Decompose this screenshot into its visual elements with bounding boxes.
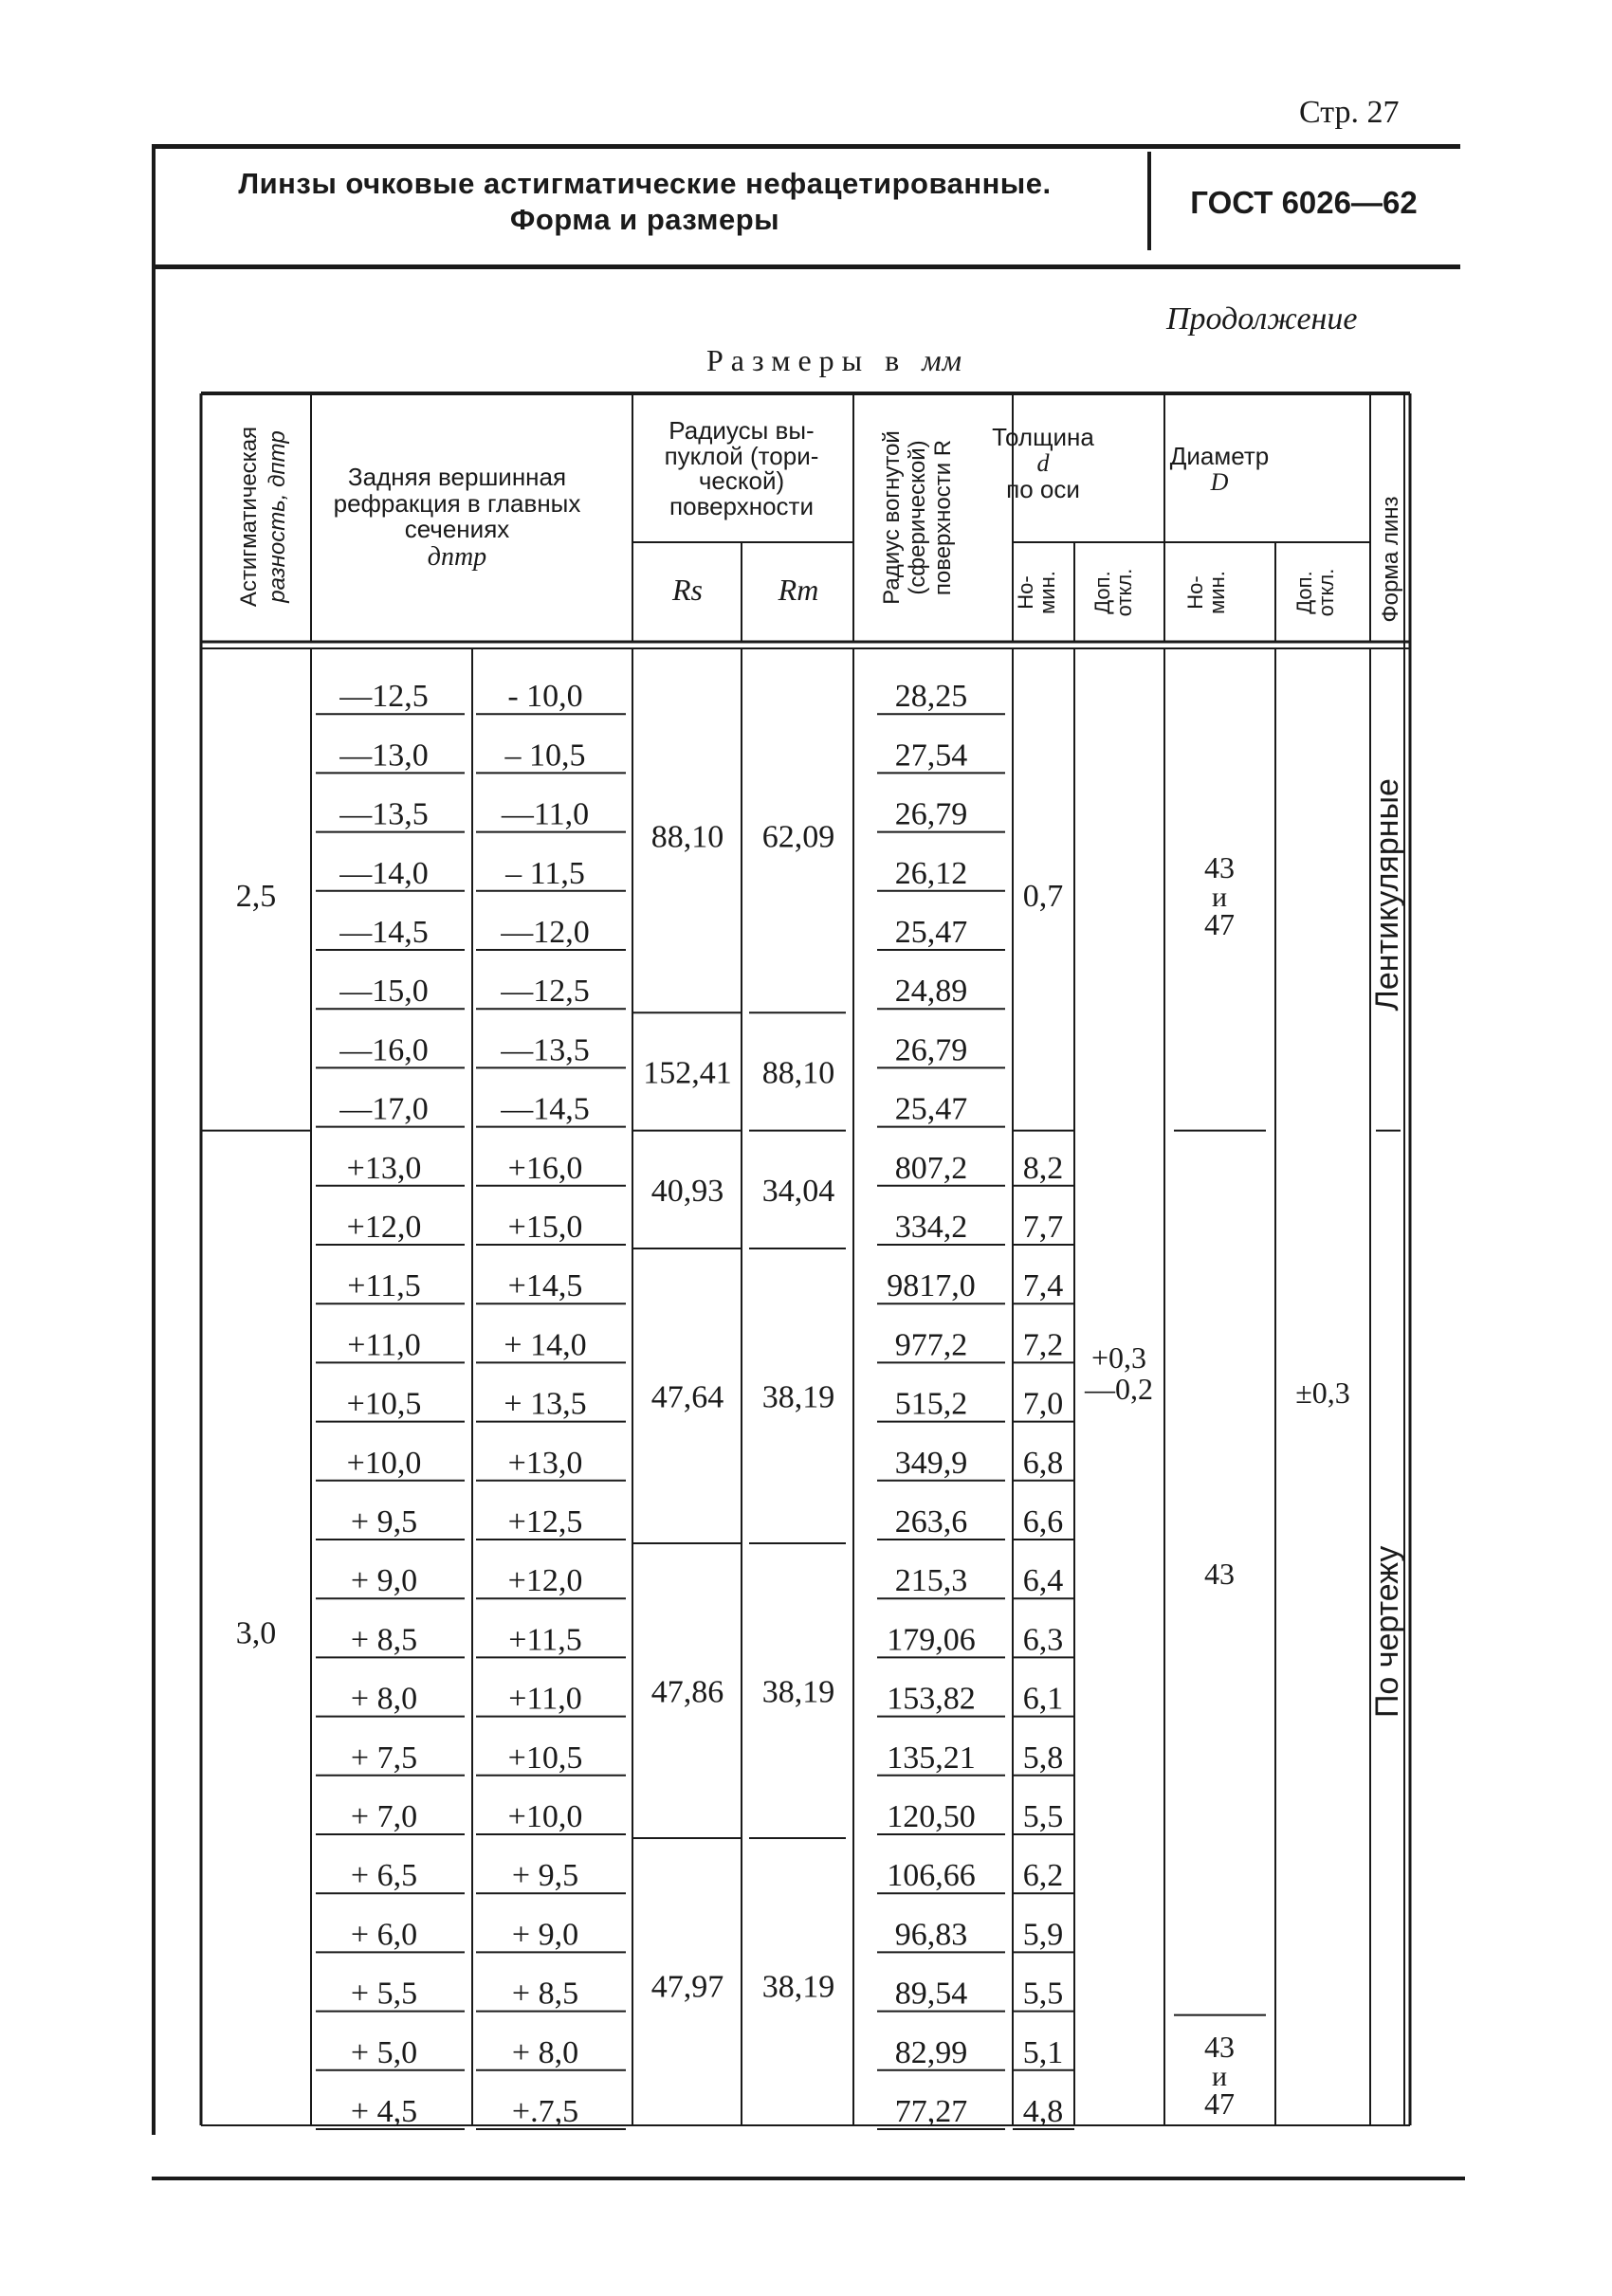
page-number: Стр. 27 [1299,95,1400,130]
thickness-tolerance: —0,2 [1085,1372,1153,1406]
concave-radius: 77,27 [894,2094,968,2129]
col-header-thickness: d [1036,449,1050,477]
astigmatic-difference: 2,5 [235,878,277,914]
refraction-section-2: +16,0 [507,1150,583,1186]
astigmatic-difference: 3,0 [235,1615,277,1651]
col-header-refraction: рефракция в главных [333,489,581,518]
diameter-tolerance: ±0,3 [1295,1376,1350,1410]
thickness-nominal: 7,7 [1022,1210,1064,1245]
refraction-section-2: + 13,5 [504,1386,587,1422]
convex-radius-rm: 34,04 [761,1173,835,1209]
thickness-nominal: 0,7 [1022,878,1064,914]
col-header-radii: ческой) [698,466,785,495]
thickness-nominal: 5,9 [1022,1917,1064,1953]
col-header-radii: поверхности [669,492,814,520]
refraction-section-1: —16,0 [339,1032,429,1068]
col-header-radii: Радиусы вы- [669,416,815,445]
convex-radius-rs: 47,64 [650,1379,724,1415]
col-header-tolerance: откл. [1112,568,1136,617]
refraction-section-1: +12,0 [346,1210,422,1245]
refraction-section-2: —13,5 [501,1032,590,1068]
concave-radius: 25,47 [894,915,968,950]
refraction-section-1: +10,0 [346,1445,422,1481]
concave-radius: 24,89 [894,974,968,1010]
refraction-section-2: —12,5 [501,974,590,1010]
concave-radius: 25,47 [894,1091,968,1127]
concave-radius: 89,54 [894,1976,968,2012]
concave-radius: 807,2 [894,1150,968,1186]
refraction-section-2: + 8,0 [511,2034,579,2070]
concave-radius: 26,12 [894,855,968,891]
refraction-section-2: +15,0 [507,1210,583,1245]
thickness-nominal: 6,8 [1022,1445,1064,1481]
thickness-nominal: 6,4 [1022,1563,1064,1599]
thickness-nominal: 7,4 [1022,1268,1064,1304]
convex-radius-rs: 40,93 [650,1173,724,1209]
refraction-section-2: + 9,0 [511,1917,579,1953]
refraction-section-1: —12,5 [339,679,429,715]
thickness-nominal: 6,1 [1022,1681,1064,1717]
refraction-section-1: + 5,5 [350,1976,418,2012]
concave-radius: 26,79 [894,1032,968,1068]
refraction-section-2: +11,5 [508,1622,582,1658]
diameter-nominal: 43 [1204,1557,1235,1592]
refraction-section-1: —14,0 [339,855,429,891]
units-prefix: Размеры в [706,343,907,377]
refraction-section-1: + 6,0 [350,1917,418,1953]
concave-radius: 334,2 [894,1210,968,1245]
refraction-section-2: +14,5 [507,1268,583,1304]
refraction-section-1: —14,5 [339,915,429,950]
col-header-rm: Rm [778,573,819,607]
thickness-nominal: 7,0 [1022,1386,1064,1422]
thickness-nominal: 5,5 [1022,1799,1064,1834]
thickness-nominal: 4,8 [1022,2094,1064,2129]
refraction-section-2: +10,5 [507,1740,583,1776]
refraction-section-2: +10,0 [507,1799,583,1834]
concave-radius: 28,25 [894,679,968,715]
refraction-section-1: +11,5 [347,1268,421,1304]
refraction-section-1: + 6,5 [350,1858,418,1894]
concave-radius: 26,79 [894,796,968,832]
refraction-section-1: + 7,5 [350,1740,418,1776]
refraction-section-1: + 8,5 [350,1622,418,1658]
thickness-nominal: 7,2 [1022,1327,1064,1363]
concave-radius: 515,2 [894,1386,968,1422]
refraction-section-2: + 8,5 [511,1976,579,2012]
refraction-section-1: + 9,5 [350,1504,418,1540]
col-header-thickness: Толщина [992,423,1094,451]
col-header-thickness: по оси [1006,475,1080,503]
refraction-section-2: —14,5 [501,1091,590,1127]
col-header-rs: Rs [672,573,703,607]
bottom-rule [152,2177,1465,2180]
col-header-concave: (сферической) [905,440,930,595]
col-header-radii: пуклой (тори- [664,442,819,470]
thickness-nominal: 6,2 [1022,1858,1064,1894]
refraction-section-1: + 9,0 [350,1563,418,1599]
refraction-section-1: —17,0 [339,1091,429,1127]
col-header-concave: поверхности R [930,439,956,596]
col-header-concave: Радиус вогнутой [879,430,905,605]
title-line-2: Форма и размеры [509,203,780,236]
diameter-nominal: и [1211,2060,1228,2092]
convex-radius-rm: 62,09 [761,819,835,855]
concave-radius: 263,6 [894,1504,968,1540]
convex-radius-rs: 88,10 [650,819,724,855]
col-header-diameter: D [1210,468,1229,496]
concave-radius: 977,2 [894,1327,968,1363]
concave-radius: 120,50 [887,1799,976,1834]
col-header-astig: Астигматическая [236,426,262,608]
refraction-section-1: +10,5 [346,1386,422,1422]
refraction-section-2: +12,0 [507,1563,583,1599]
refraction-section-2: - 10,0 [507,679,583,715]
diameter-nominal: 43 [1204,2029,1235,2064]
lens-shape: Лентикулярные [1369,778,1405,1011]
concave-radius: 96,83 [894,1917,968,1953]
refraction-section-2: —12,0 [501,915,590,950]
col-header-refraction-unit: дптр [427,542,487,572]
col-header-shape: Форма линз [1378,496,1403,623]
units-unit: мм [922,343,963,377]
refraction-section-2: – 10,5 [504,738,586,774]
convex-radius-rs: 152,41 [643,1055,732,1091]
refraction-section-2: – 11,5 [505,855,585,891]
refraction-section-2: + 9,5 [511,1858,579,1894]
col-header-nominal: мин. [1035,571,1059,614]
convex-radius-rs: 47,86 [650,1674,724,1710]
refraction-section-1: +11,0 [347,1327,421,1363]
concave-radius: 135,21 [887,1740,976,1776]
concave-radius: 9817,0 [887,1268,976,1304]
thickness-nominal: 8,2 [1022,1150,1064,1186]
refraction-section-1: + 5,0 [350,2034,418,2070]
thickness-nominal: 5,1 [1022,2034,1064,2070]
refraction-section-2: +11,0 [508,1681,582,1717]
refraction-section-1: —13,0 [339,738,429,774]
refraction-section-2: —11,0 [501,796,590,832]
col-header-diameter-tolerance: откл. [1314,568,1338,617]
refraction-section-1: +13,0 [346,1150,422,1186]
title-line-1: Линзы очковые астигматические нефацетированные. [238,167,1052,200]
convex-radius-rs: 47,97 [650,1969,724,2005]
refraction-section-1: + 8,0 [350,1681,418,1717]
diameter-nominal: 43 [1204,849,1235,884]
refraction-section-2: +12,5 [507,1504,583,1540]
refraction-section-1: —13,5 [339,796,429,832]
col-header-nominal: Но- [1014,575,1037,610]
thickness-nominal: 5,5 [1022,1976,1064,2012]
refraction-section-1: + 7,0 [350,1799,418,1834]
col-header-diameter-tolerance: Доп. [1292,571,1316,614]
thickness-nominal: 6,6 [1022,1504,1064,1540]
col-header-diameter-nominal: мин. [1205,571,1229,614]
concave-radius: 106,66 [887,1858,976,1894]
concave-radius: 215,3 [894,1563,968,1599]
col-header-diameter: Диаметр [1169,442,1270,470]
diameter-nominal: 47 [1204,2086,1235,2121]
convex-radius-rm: 38,19 [761,1969,835,2005]
convex-radius-rm: 38,19 [761,1674,835,1710]
col-header-tolerance: Доп. [1090,571,1114,614]
concave-radius: 179,06 [887,1622,976,1658]
refraction-section-2: +13,0 [507,1445,583,1481]
concave-radius: 27,54 [894,738,968,774]
convex-radius-rm: 38,19 [761,1379,835,1415]
standard-code: ГОСТ 6026—62 [1190,185,1418,220]
thickness-nominal: 6,3 [1022,1622,1064,1658]
refraction-section-2: + 14,0 [504,1327,587,1363]
concave-radius: 349,9 [894,1445,968,1481]
concave-radius: 153,82 [887,1681,976,1717]
col-header-astig: разность, дптр [265,430,290,603]
diameter-nominal: 47 [1204,906,1235,941]
col-header-diameter-nominal: Но- [1183,575,1207,610]
col-header-refraction: Задняя вершинная [347,463,567,491]
concave-radius: 82,99 [894,2034,968,2070]
thickness-tolerance: +0,3 [1090,1340,1147,1375]
thickness-nominal: 5,8 [1022,1740,1064,1776]
continuation-label: Продолжение [1166,301,1358,337]
refraction-section-1: + 4,5 [350,2094,418,2129]
col-header-refraction: сечениях [404,515,510,543]
diameter-nominal: и [1211,881,1228,913]
refraction-section-1: —15,0 [339,974,429,1010]
lens-shape: По чертежу [1369,1545,1405,1719]
refraction-section-2: +.7,5 [511,2094,579,2129]
convex-radius-rm: 88,10 [761,1055,835,1091]
